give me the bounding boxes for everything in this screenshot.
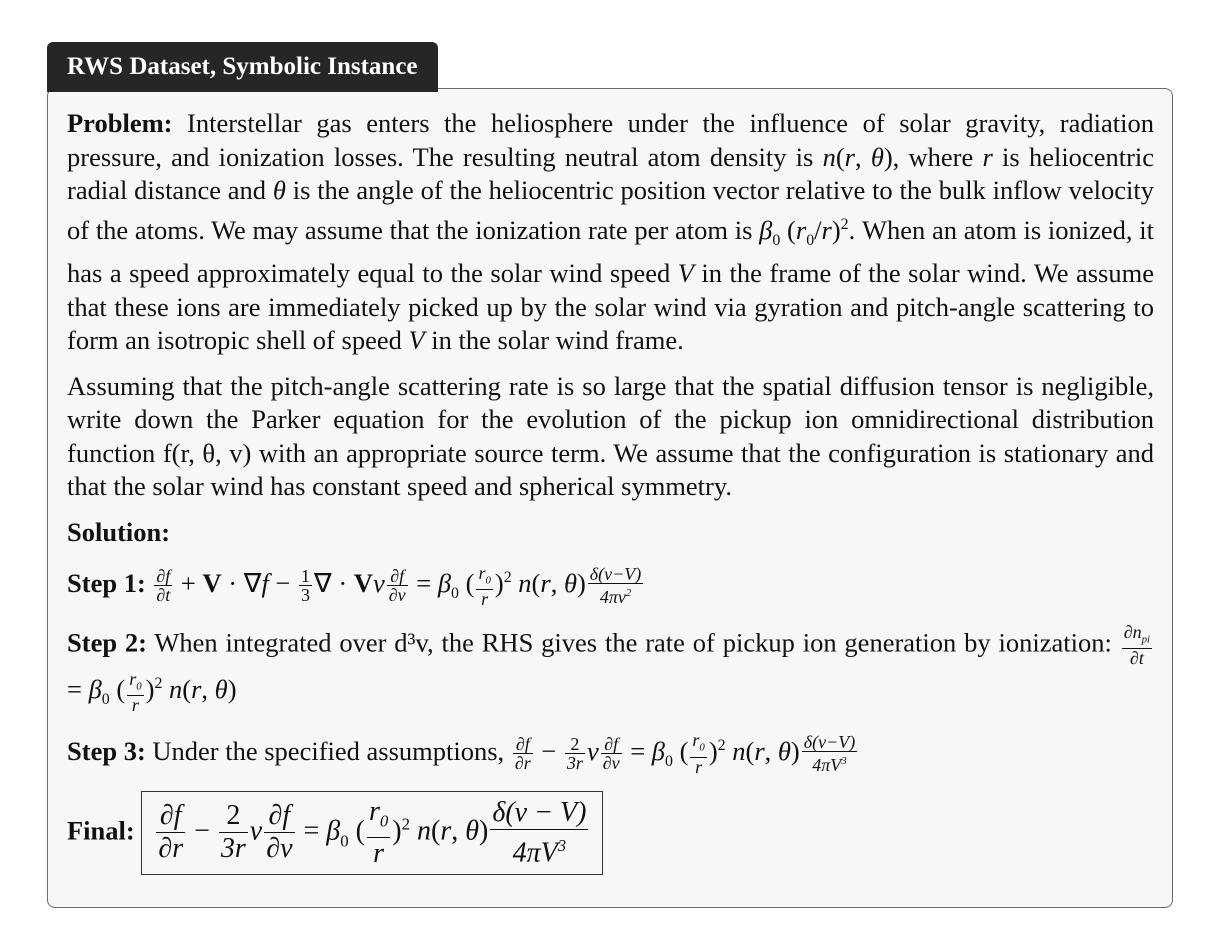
problem-label: Problem: xyxy=(67,108,173,138)
step-2: Step 2: When integrated over d³v, the RHS gives the rate of pickup ion generation by ionization: $\frac{\partial n_{pi}}{\partial t}$ = $\beta_0$ ( $\frac{r_0}{r}$ )$^2$ n(r, θ) xyxy=(67,621,1151,716)
problem-paragraph-2: Assuming that the pitch-angle scattering rate is so large that the spatial diffusion tensor is negligible, write down the Parker equation for the evolution of the pickup ion omnidirectional distribution function f(r, θ, v) with an appropriate source term. We assume that the configuration is stationary and that the solar wind has constant speed and spherical symmetry. xyxy=(67,370,1154,502)
final-answer: Final: $\frac{\partial f}{\partial r}$ − $\frac{2}{3r}$ v $\frac{\partial f}{\partial v}$ = $\beta_0$ ( $\frac{r_0}{r}$ )$^2$ n(r, θ) $\frac{\delta(v - V)}{4\pi V^3}$ xyxy=(67,791,1154,876)
content-box xyxy=(47,88,1173,908)
step-3: Step 3: Under the specified assumptions, $\frac{\partial f}{\partial r}$ − $\frac{2}{3r}$ v $\frac{\partial f}{\partial v}$ = $\beta_0$ ( $\frac{r_0}{r}$ )$^2$ n(r, θ) $\frac{\delta(v-V)}{4\pi V^3}$ xyxy=(67,730,856,778)
problem-paragraph-1: Problem: Interstellar gas enters the heliosphere under the influence of solar gravity, radiation pressure, and ionization losses. The resulting neutral atom density is n(r, θ), where r is heliocentric radial distance and θ is the angle of the heliocentric position vector relative to the bulk inflow velocity of the atoms. We may assume that the ionization rate per atom is $\beta_0$ $(r_0/r)^2$. When an atom is ionized, it has a speed approximately equal to the solar wind speed V in the frame of the solar wind. We assume that these ions are immediately picked up by the solar wind via gyration and pitch-angle scattering to form an isotropic shell of speed V in the solar wind frame. xyxy=(67,108,1155,356)
header-tab: RWS Dataset, Symbolic Instance xyxy=(47,42,438,92)
solution-label: Solution: xyxy=(67,516,171,547)
final-equation-box: $\frac{\partial f}{\partial r}$ − $\frac{2}{3r}$ v $\frac{\partial f}{\partial v}$ = $\beta_0$ ( $\frac{r_0}{r}$ )$^2$ n(r, θ) $\frac{\delta(v - V)}{4\pi V^3}$ xyxy=(141,791,603,876)
step-1: Step 1: $\frac{\partial f}{\partial t}$ + V · ∇f − $\frac{1}{3}$ ∇ · Vv $\frac{\partial f}{\partial v}$ = $\beta_0$ ( $\frac{r_0}{r}$ )$^2$ n(r, θ) $\frac{\delta(v-V)}{4\pi v^2}$ xyxy=(67,562,642,610)
